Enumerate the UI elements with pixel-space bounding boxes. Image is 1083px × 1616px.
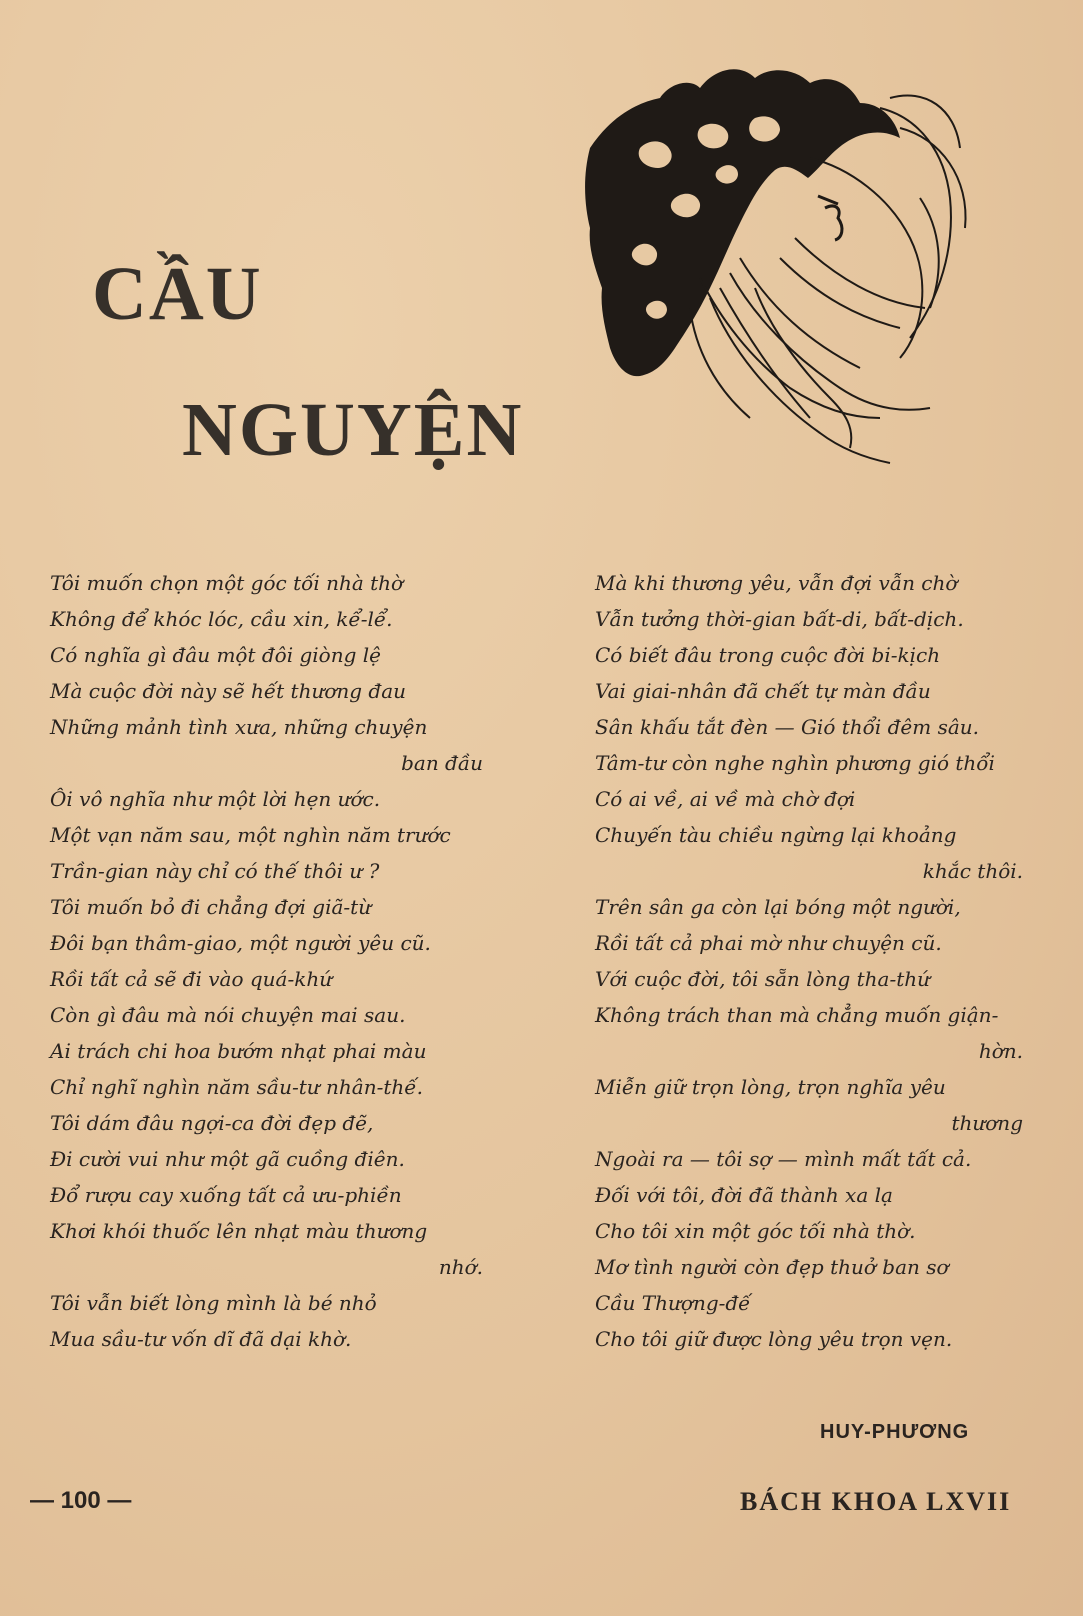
page-number: — 100 — [30, 1487, 132, 1514]
poem-line: Trần-gian này chỉ có thế thôi ư ? [50, 859, 380, 883]
poem-line: Rồi tất cả sẽ đi vào quá-khứ [50, 967, 333, 991]
poem-line: Có nghĩa gì đâu một đôi giòng lệ [50, 643, 381, 667]
poem-column-right [595, 565, 1035, 1357]
poem-line: Tôi muốn chọn một góc tối nhà thờ [50, 571, 404, 595]
poem-line: Với cuộc đời, tôi sẵn lòng tha-thứ [595, 967, 931, 991]
poem-line: Cho tôi xin một góc tối nhà thờ. [595, 1219, 916, 1243]
poem-line: Còn gì đâu mà nói chuyện mai sau. [50, 1003, 406, 1027]
poem-line: Có ai về, ai về mà chờ đợi [595, 787, 856, 811]
poem-line: Mà cuộc đời này sẽ hết thương đau [50, 679, 407, 703]
poem-line: Tôi vẫn biết lòng mình là bé nhỏ [50, 1291, 377, 1315]
poem-line: Miễn giữ trọn lòng, trọn nghĩa yêu [595, 1075, 946, 1099]
poem-line: Có biết đâu trong cuộc đời bi-kịch [595, 643, 941, 667]
woman-hair-illustration [580, 58, 1010, 478]
poem-line: Đôi bạn thâm-giao, một người yêu cũ. [50, 931, 431, 955]
poem-line: ban đầu [401, 751, 483, 775]
poem-line: Tôi muốn bỏ đi chẳng đợi giã-từ [50, 895, 372, 919]
poem-line: Những mảnh tình xưa, những chuyện [50, 715, 428, 739]
poem-line: Khơi khói thuốc lên nhạt màu thương [50, 1219, 428, 1243]
poem-line: Mà khi thương yêu, vẫn đợi vẫn chờ [595, 571, 958, 595]
poem-line: Đổ rượu cay xuống tất cả ưu-phiền [50, 1183, 402, 1207]
poem-title-line-2: NGUYỆN [182, 388, 524, 472]
poem-line: Chuyến tàu chiều ngừng lại khoảng [595, 823, 957, 847]
poem-line: Mua sầu-tư vốn dĩ đã dại khờ. [50, 1327, 352, 1351]
poem-line: Sân khấu tắt đèn — Gió thổi đêm sâu. [595, 715, 980, 739]
poem-line: Tâm-tư còn nghe nghìn phương gió thổi [595, 751, 995, 775]
poem-line: Vẫn tưởng thời-gian bất-di, bất-dịch. [595, 607, 964, 631]
poem-line: hờn. [978, 1039, 1023, 1063]
poem-line: Không để khóc lóc, cầu xin, kể-lể. [50, 607, 393, 631]
poem-line: Tôi dám đâu ngợi-ca đời đẹp đẽ, [50, 1111, 374, 1135]
poem-line: Ngoài ra — tôi sợ — mình mất tất cả. [595, 1147, 972, 1171]
poem-line: Vai giai-nhân đã chết tự màn đầu [595, 679, 931, 703]
poem-line: thương [951, 1111, 1023, 1135]
poem-line: Rồi tất cả phai mờ như chuyện cũ. [595, 931, 942, 955]
poem-line: Đối với tôi, đời đã thành xa lạ [595, 1183, 893, 1207]
poem-column-left [50, 565, 495, 1357]
poem-line: nhớ. [438, 1255, 483, 1279]
poem-title-line-1: CẦU [92, 252, 263, 336]
poem-line: Chỉ nghĩ nghìn năm sầu-tư nhân-thế. [50, 1075, 423, 1099]
poem-line: Ôi vô nghĩa như một lời hẹn ước. [50, 787, 381, 811]
poem-line: Ai trách chi hoa bướm nhạt phai màu [50, 1039, 427, 1063]
poem-line: Cầu Thượng-đế [595, 1291, 751, 1315]
poem-line: Trên sân ga còn lại bóng một người, [595, 895, 961, 919]
poem-line: Cho tôi giữ được lòng yêu trọn vẹn. [595, 1327, 953, 1351]
magazine-title: BÁCH KHOA LXVII [740, 1487, 1012, 1516]
poem-line: Đi cười vui như một gã cuồng điên. [50, 1147, 405, 1171]
author-name: HUY-PHƯƠNG [820, 1421, 970, 1443]
poem-line: khắc thôi. [922, 859, 1023, 883]
poem-line: Mơ tình người còn đẹp thuở ban sơ [595, 1255, 949, 1279]
poem-line: Không trách than mà chẳng muốn giận- [595, 1003, 999, 1027]
poem-line: Một vạn năm sau, một nghìn năm trước [50, 823, 451, 847]
